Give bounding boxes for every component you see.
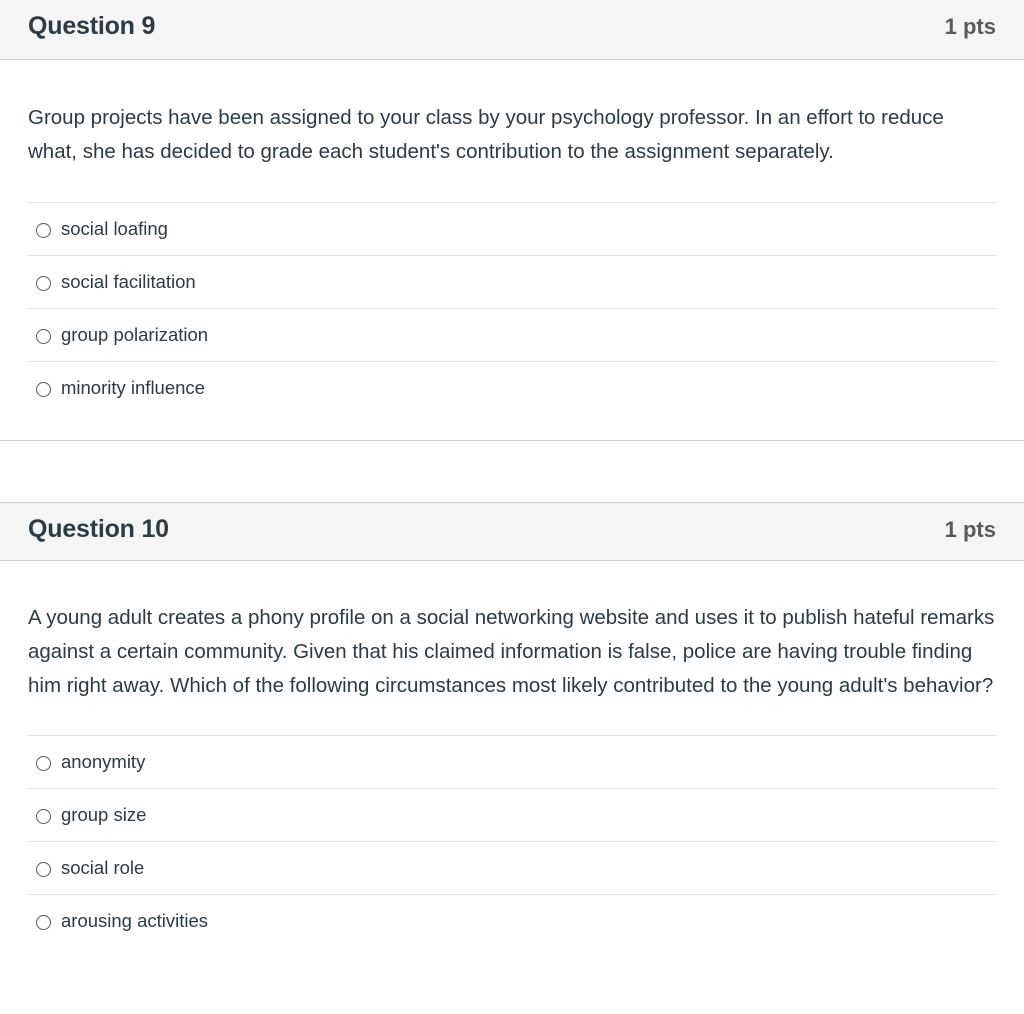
- answer-label[interactable]: social loafing: [61, 218, 168, 239]
- question-text: A young adult creates a phony profile on a social networking website and uses it to publish hateful remarks against a certain community. Given that his claimed information is false, police are having trouble finding him right away. Which of the following circumstances most likely contributed to the young adult's behavior?: [28, 606, 995, 697]
- answer-label[interactable]: anonymity: [61, 751, 146, 772]
- answer-label[interactable]: minority influence: [61, 377, 205, 398]
- answer-label[interactable]: group size: [61, 804, 147, 825]
- question-header: [0, 502, 1024, 561]
- answer-list: [28, 202, 996, 414]
- radio-button[interactable]: [36, 809, 51, 824]
- answer-option[interactable]: [28, 202, 996, 255]
- question-points: 1 pts: [944, 14, 996, 39]
- radio-button[interactable]: [36, 382, 51, 397]
- question-10: [0, 502, 1024, 947]
- radio-button[interactable]: [36, 276, 51, 291]
- question-title: Question 9: [28, 12, 156, 40]
- answer-list: [28, 735, 996, 947]
- radio-button[interactable]: [36, 915, 51, 930]
- radio-button[interactable]: [36, 223, 51, 238]
- question-header: [0, 0, 1024, 60]
- question-body: [0, 561, 1024, 947]
- answer-option[interactable]: [28, 361, 996, 414]
- answer-label[interactable]: social facilitation: [61, 271, 196, 292]
- answer-label[interactable]: arousing activities: [61, 910, 209, 931]
- question-title: Question 10: [28, 515, 169, 543]
- answer-option[interactable]: [28, 841, 996, 894]
- radio-button[interactable]: [36, 756, 51, 771]
- answer-option[interactable]: [28, 308, 996, 361]
- question-divider: [0, 440, 1024, 441]
- answer-option[interactable]: [28, 735, 996, 788]
- question-points: 1 pts: [944, 517, 996, 542]
- answer-option[interactable]: [28, 255, 996, 308]
- question-9: [0, 0, 1024, 414]
- question-text: Group projects have been assigned to your class by your psychology professor. In an effort to reduce what, she has decided to grade each student's contribution to the assignment separately.: [28, 106, 944, 163]
- answer-option[interactable]: [28, 894, 996, 947]
- answer-option[interactable]: [28, 788, 996, 841]
- radio-button[interactable]: [36, 329, 51, 344]
- answer-label[interactable]: group polarization: [61, 324, 209, 345]
- answer-label[interactable]: social role: [61, 857, 145, 878]
- question-body: [0, 60, 1024, 414]
- radio-button[interactable]: [36, 862, 51, 877]
